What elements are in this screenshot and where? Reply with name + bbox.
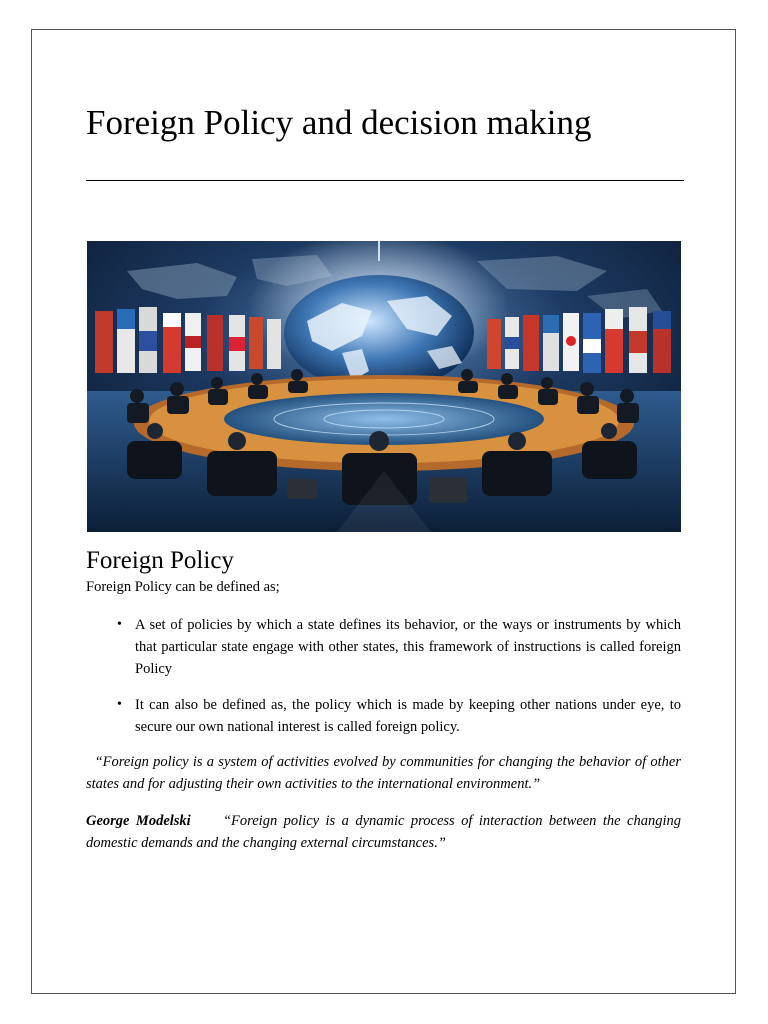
definition-list: [86, 614, 681, 752]
conference-illustration: [87, 241, 681, 532]
bullet-icon: •: [117, 697, 122, 712]
list-item: [86, 614, 681, 680]
title-divider: [86, 180, 684, 181]
quote-paragraph: [86, 751, 681, 795]
bullet-icon: •: [117, 617, 122, 632]
attributed-quote: [86, 810, 681, 854]
section-heading: Foreign Policy: [86, 547, 234, 574]
quote-text: “Foreign policy is a system of activities evolved by communities for changing the behavior of other states and for adjusting their own activities to the international environment.”: [86, 754, 682, 792]
section-intro: Foreign Policy can be defined as;: [86, 579, 280, 595]
list-item: [86, 694, 681, 738]
quote-text: “Foreign policy is a dynamic process of interaction between the changing domestic demands and the changing external circumstances.”: [86, 813, 682, 851]
list-item-text: It can also be defined as, the policy which is made by keeping other nations under eye, to secure our own national interest is called foreign policy.: [135, 697, 681, 735]
list-item-text: A set of policies by which a state defines its behavior, or the ways or instruments by which that particular state engage with other states, this framework of instructions is called foreign Policy: [135, 617, 681, 677]
quote-author: George Modelski: [86, 813, 191, 829]
document-title: Foreign Policy and decision making: [86, 103, 592, 142]
